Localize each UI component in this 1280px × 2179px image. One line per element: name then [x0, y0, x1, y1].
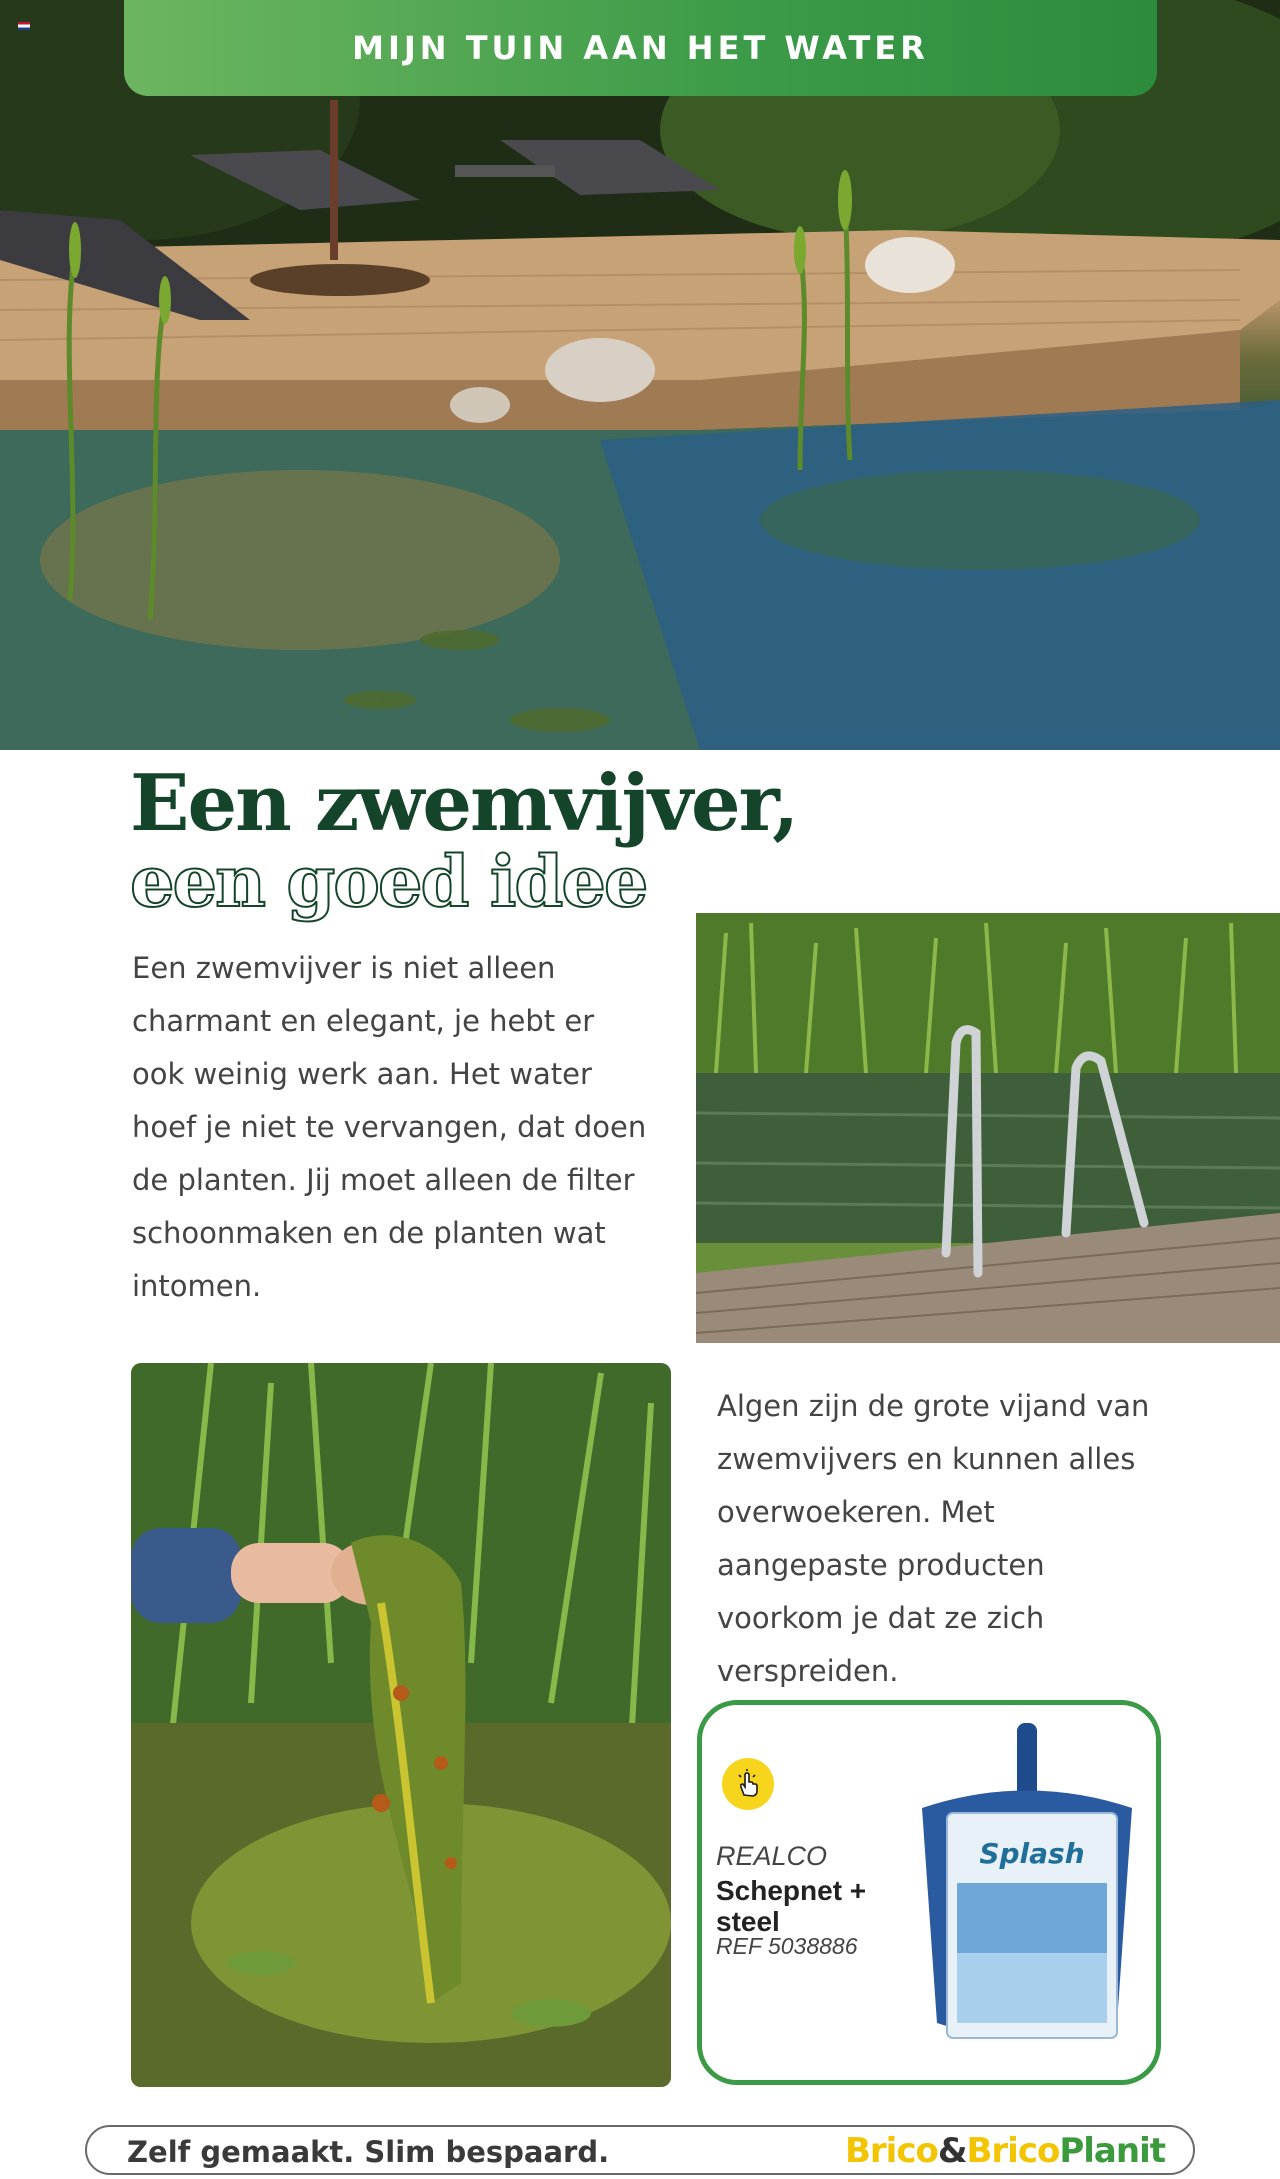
headline-line-1: Een zwemvijver,	[130, 758, 798, 849]
hero-pond-photo	[0, 0, 1280, 750]
product-card[interactable]	[697, 1700, 1161, 2085]
footer-bar	[85, 2125, 1195, 2175]
product-ref: REF 5038886	[716, 1933, 858, 1959]
section-banner	[124, 0, 1157, 96]
brico-planit-logo[interactable]: Brico&BricoPlanit	[844, 2131, 1165, 2171]
hero-illustration	[0, 0, 1280, 750]
footer-slogan: Zelf gemaakt. Slim bespaard.	[127, 2135, 610, 2169]
headline-line-2: een goed idee	[130, 840, 647, 923]
skimmer-net-image	[902, 1723, 1152, 2063]
package-label: Splash	[979, 1837, 1085, 1870]
flag-icon	[18, 22, 30, 30]
click-hand-icon[interactable]	[722, 1758, 774, 1810]
product-brand: REALCO	[716, 1841, 828, 1871]
banner-title: MIJN TUIN AAN HET WATER	[352, 29, 929, 67]
intro-paragraph: Een zwemvijver is niet alleen charmant en elegant, je hebt er ook weinig werk aan. Het water hoef je niet te vervangen, dat doen de planten. Jij moet alleen de filter schoonmaken en de planten wat intomen.	[132, 951, 647, 1303]
algae-removal-photo	[131, 1363, 671, 2087]
pond-ladder-photo	[696, 913, 1280, 1343]
product-name: Schepnet + steel	[716, 1875, 867, 1937]
algae-paragraph: Algen zijn de grote vijand van zwemvijvers en kunnen alles overwoekeren. Met aangepaste producten voorkom je dat ze zich verspreiden.	[717, 1389, 1150, 1688]
